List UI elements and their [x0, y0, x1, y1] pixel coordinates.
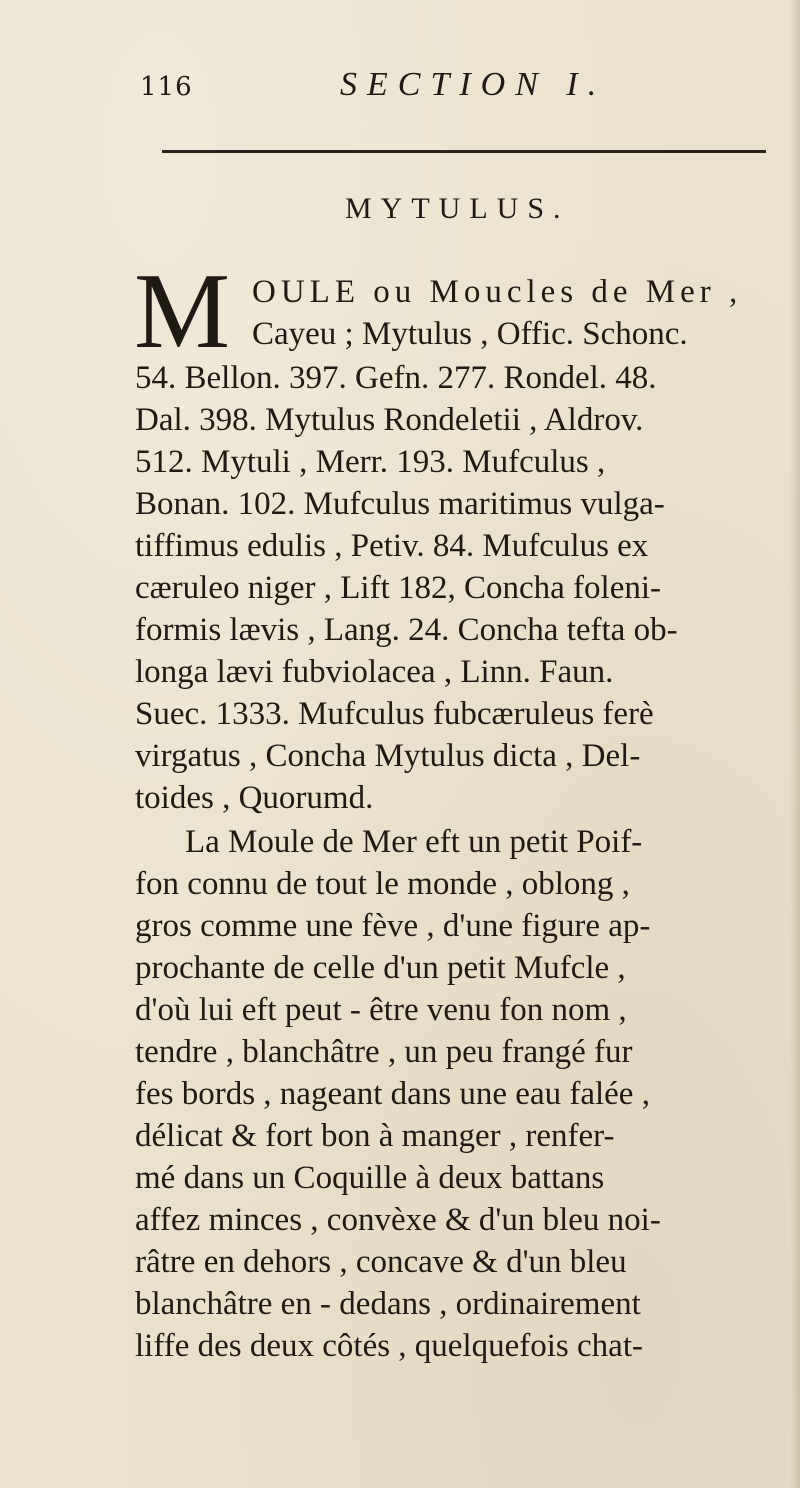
- text-line: fon connu de tout le monde , oblong ,: [135, 866, 630, 902]
- text-line: cæruleo niger , Lift 182, Concha foleni-: [135, 570, 662, 606]
- header-rule: [162, 150, 766, 153]
- text-line: prochante de celle d'un petit Mufcle ,: [135, 950, 626, 986]
- text-line: liffe des deux côtés , quelquefois chat-: [135, 1328, 643, 1364]
- text-line: La Moule de Mer eft un petit Poif-: [185, 824, 643, 860]
- text-line: toides , Quorumd.: [135, 780, 374, 816]
- section-title: MYTULUS.: [345, 192, 570, 225]
- text-line: affez minces , convèxe & d'un bleu noi-: [135, 1202, 661, 1238]
- text-line: d'où lui eft peut - être venu fon nom ,: [135, 992, 627, 1028]
- text-line: 54. Bellon. 397. Gefn. 277. Rondel. 48.: [135, 360, 657, 396]
- text-line: 512. Mytuli , Merr. 193. Mufculus ,: [135, 444, 606, 480]
- text-line: tiffimus edulis , Petiv. 84. Mufculus ex: [135, 528, 649, 564]
- text-line: délicat & fort bon à manger , renfer-: [135, 1118, 615, 1154]
- text-line: Bonan. 102. Mufculus maritimus vulga-: [135, 486, 665, 522]
- text-line: râtre en dehors , concave & d'un bleu: [135, 1244, 627, 1280]
- text-line: mé dans un Coquille à deux battans: [135, 1160, 605, 1196]
- page-number: 116: [140, 72, 193, 102]
- text-line: Cayeu ; Mytulus , Offic. Schonc.: [252, 316, 688, 352]
- text-line: Dal. 398. Mytulus Rondeletii , Aldrov.: [135, 402, 644, 438]
- text-line: blanchâtre en - dedans , ordinairement: [135, 1286, 641, 1322]
- text-line: tendre , blanchâtre , un peu frangé fur: [135, 1034, 633, 1070]
- text-line: Suec. 1333. Mufculus fubcæruleus ferè: [135, 696, 654, 732]
- text-line: fes bords , nageant dans une eau falée ,: [135, 1076, 650, 1112]
- page-edge-shadow: [790, 0, 800, 1488]
- drop-cap: M: [134, 252, 231, 371]
- text-line: virgatus , Concha Mytulus dicta , Del-: [135, 738, 641, 774]
- running-head: SECTION I.: [340, 66, 607, 103]
- text-line: OULE ou Moucles de Mer ,: [252, 274, 743, 310]
- text-line: longa lævi fubviolacea , Linn. Faun.: [135, 654, 614, 690]
- text-line: formis lævis , Lang. 24. Concha tefta ob-: [135, 612, 678, 648]
- text-line: gros comme une fève , d'une figure ap-: [135, 908, 651, 944]
